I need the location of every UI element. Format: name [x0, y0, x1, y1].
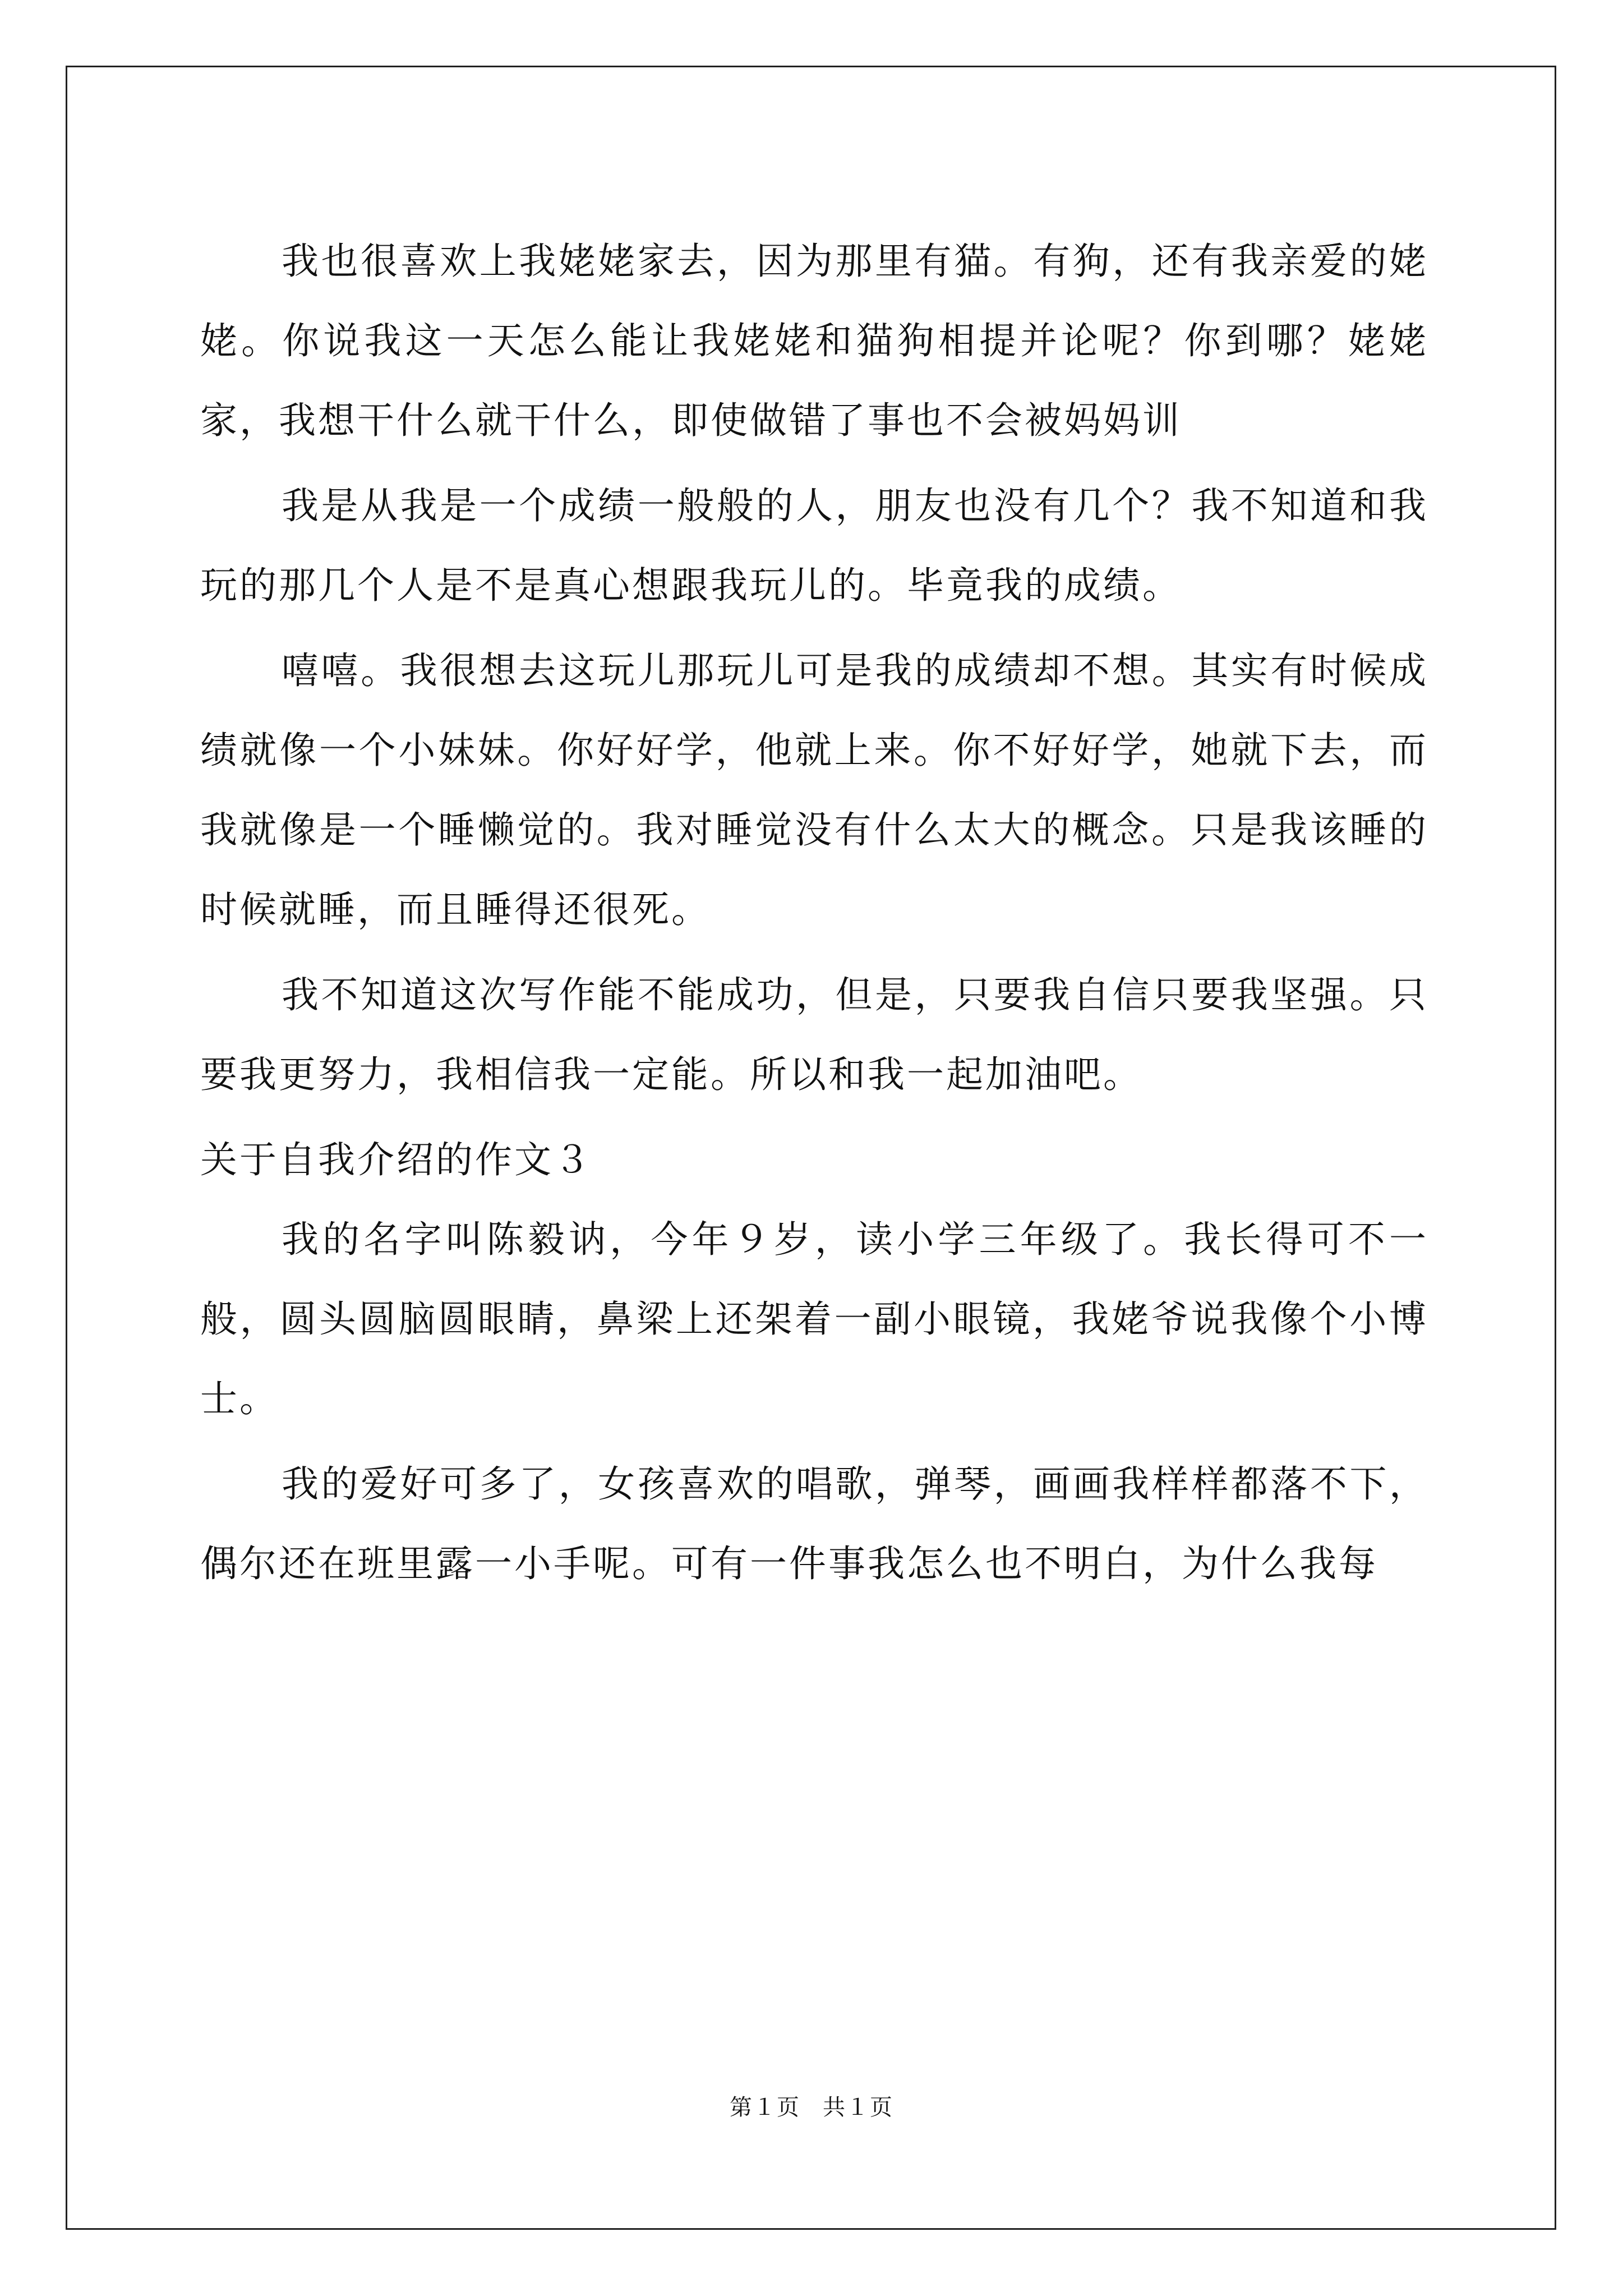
- paragraph: 我也很喜欢上我姥姥家去，因为那里有猫。有狗，还有我亲爱的姥姥。你说我这一天怎么能让我姥姥和猫狗相提并论呢？你到哪？姥姥家，我想干什么就干什么，即使做错了事也不会被妈妈训: [200, 240, 1428, 442]
- paragraph: 嘻嘻。我很想去这玩儿那玩儿可是我的成绩却不想。其实有时候成绩就像一个小妹妹。你好好学，他就上来。你不好好学，她就下去，而我就像是一个睡懒觉的。我对睡觉没有什么太大的概念。只是我该睡的时候就睡，而且睡得还很死。: [200, 649, 1428, 931]
- paragraph: 我不知道这次写作能不能成功，但是，只要我自信只要我坚强。只要我更努力，我相信我一定能。所以和我一起加油吧。: [200, 973, 1428, 1096]
- page-footer: [0, 2090, 1623, 2122]
- page-total: 共１页: [823, 2095, 893, 2120]
- page-number: 第１页: [730, 2095, 800, 2120]
- document-body: [200, 222, 1428, 1604]
- section-heading: 关于自我介绍的作文３: [200, 1138, 593, 1181]
- paragraph: 我的爱好可多了，女孩喜欢的唱歌，弹琴，画画我样样都落不下，偶尔还在班里露一小手呢。可有一件事我怎么也不明白，为什么我每: [200, 1462, 1428, 1585]
- paragraph: 我的名字叫陈毅讷，今年９岁，读小学三年级了。我长得可不一般，圆头圆脑圆眼睛，鼻梁上还架着一副小眼镜，我姥爷说我像个小博士。: [200, 1218, 1428, 1420]
- paragraph: 我是从我是一个成绩一般般的人，朋友也没有几个？我不知道和我玩的那几个人是不是真心想跟我玩儿的。毕竟我的成绩。: [200, 484, 1428, 607]
